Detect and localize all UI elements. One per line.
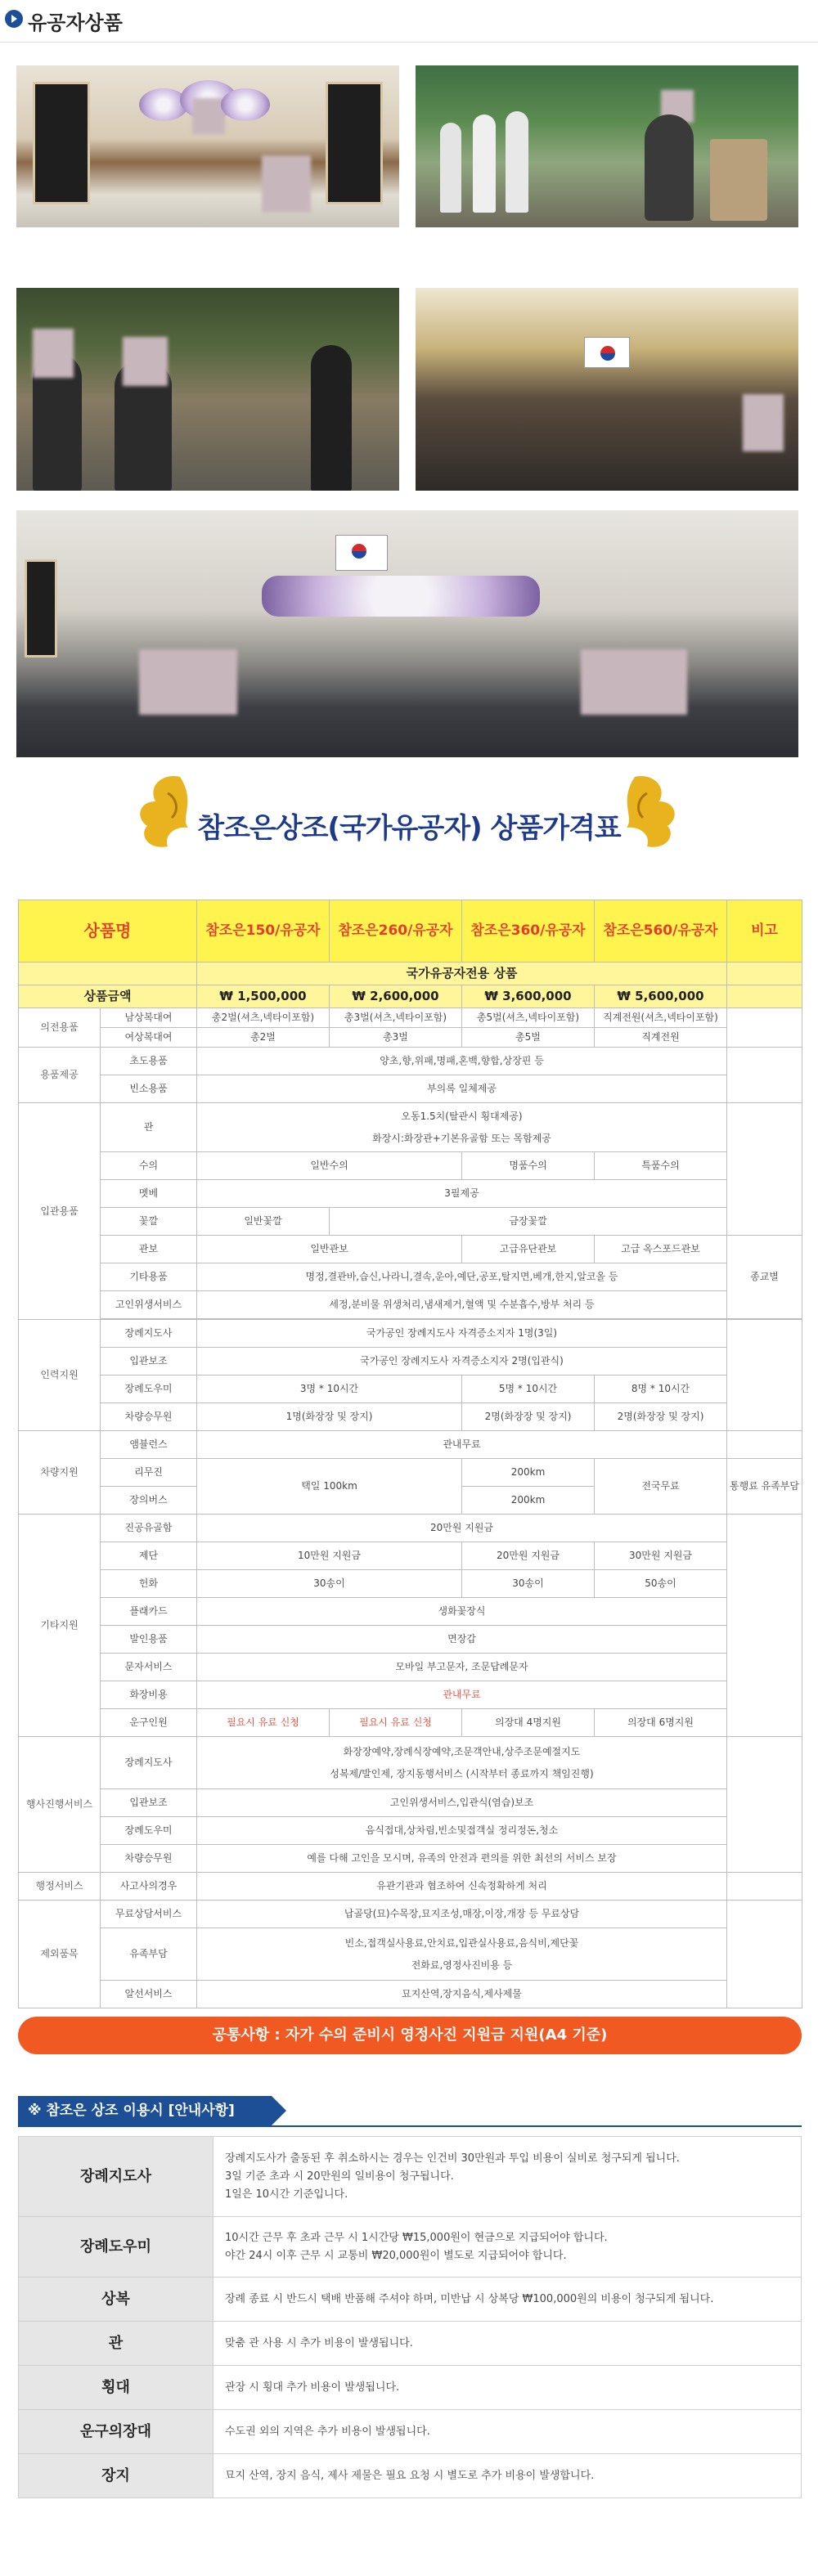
guide-value [213, 2322, 802, 2366]
row-value: 20만원 지원금 [197, 1515, 727, 1542]
category-cell: 차량지원 [19, 1431, 101, 1515]
category-cell: 용품제공 [19, 1048, 101, 1103]
table-subtitle: 국가유공자전용 상품 [197, 963, 727, 985]
guide-table [18, 2136, 802, 2498]
guide-value [213, 2137, 802, 2217]
row-value: 택일 100km [197, 1459, 462, 1515]
guide-key: 관 [19, 2322, 213, 2366]
row-value-line: 전화료,영정사진비용 등 [411, 1959, 513, 1971]
row-label: 꽃깔 [101, 1208, 197, 1236]
guide-key: 횡대 [19, 2366, 213, 2410]
row-value [197, 1737, 727, 1789]
photo-memorial-hall [416, 288, 798, 491]
guide-line: 10시간 근무 후 초과 근무 시 1시간당 ₩15,000원이 현금으로 지급되어야 합니다. [225, 2231, 608, 2244]
row-value: 총5벌 [462, 1028, 595, 1048]
blurred-face [123, 337, 168, 386]
note-empty [727, 1431, 802, 1459]
guide-divider [18, 2125, 802, 2127]
photo-ceremony-hall [16, 510, 798, 757]
guide-key: 장례도우미 [19, 2217, 213, 2278]
row-value: 3명 * 10시간 [197, 1376, 462, 1403]
row-label: 관 [101, 1103, 197, 1152]
amount-value: ₩ 3,600,000 [462, 985, 595, 1008]
note-empty [727, 1048, 802, 1103]
subtitle-empty [19, 963, 197, 985]
row-label: 장례지도사 [101, 1737, 197, 1789]
category-cell: 입관용품 [19, 1103, 101, 1320]
row-value: 부의록 일체제공 [197, 1075, 727, 1103]
category-cell: 의전용품 [19, 1008, 101, 1048]
guide-line: 장례지도사가 출동된 후 취소하시는 경우는 인건비 30만원과 투입 비용이 실비로 청구되게 됩니다. [225, 2152, 680, 2165]
play-circle-icon [5, 10, 23, 28]
row-value: 2명(화장장 및 장지) [462, 1403, 595, 1431]
row-value: 금장꽃깔 [330, 1208, 727, 1236]
header-note: 비고 [727, 900, 802, 963]
row-value: 생화꽃장식 [197, 1598, 727, 1626]
row-value: 고급 옥스포드관보 [595, 1236, 727, 1263]
row-value: 200km [462, 1459, 595, 1487]
guide-line: 1일은 10시간 기준입니다. [225, 2188, 348, 2201]
blurred-object [262, 155, 311, 213]
amount-label: 상품금액 [19, 985, 197, 1008]
honor-guard-person [473, 114, 496, 213]
memorial-banner [326, 82, 383, 204]
row-value: 의장대 6명지원 [595, 1709, 727, 1737]
row-label: 고인위생서비스 [101, 1291, 197, 1319]
header-product-name: 상품명 [19, 900, 197, 963]
memorial-banner [33, 82, 90, 204]
guide-line: 수도권 외의 지역은 추가 비용이 발생됩니다. [225, 2425, 430, 2438]
row-value: 묘지산역,장지음식,제사제물 [197, 1981, 727, 2008]
blurred-face [33, 329, 74, 378]
row-label: 장례도우미 [101, 1376, 197, 1403]
subtitle-empty [727, 963, 802, 985]
note-empty [727, 1737, 802, 1873]
row-value: 3필제공 [197, 1180, 727, 1208]
row-value: 의장대 4명지원 [462, 1709, 595, 1737]
note-empty [727, 1901, 802, 2008]
guide-line: 맞춤 관 사용 시 추가 비용이 발생됩니다. [225, 2336, 413, 2349]
row-value: 20만원 지원금 [462, 1542, 595, 1570]
row-label: 수의 [101, 1152, 197, 1180]
row-value: 명품수의 [462, 1152, 595, 1180]
row-value: 국가공인 장례지도사 자격증소지자 2명(입관식) [197, 1348, 727, 1376]
section-title: 유공자상품 [28, 11, 123, 34]
row-value: 필요시 유료 신청 [197, 1709, 330, 1737]
row-label: 알선서비스 [101, 1981, 197, 2008]
row-value: 세정,분비물 위생처리,냄새제거,혈액 및 수분흡수,방부 처리 등 [197, 1291, 727, 1319]
row-value-line: 화장시:화장관+기본유골함 또는 목함제공 [372, 1132, 551, 1144]
row-label: 여상복대여 [101, 1028, 197, 1048]
row-value: 50송이 [595, 1570, 727, 1598]
row-value: 면장갑 [197, 1626, 727, 1654]
row-label: 관보 [101, 1236, 197, 1263]
guide-line: 야간 24시 이후 근무 시 교통비 ₩20,000원이 별도로 지급되어야 합니다. [225, 2249, 567, 2262]
row-value: 특품수의 [595, 1152, 727, 1180]
row-label: 헌화 [101, 1570, 197, 1598]
guide-key: 상복 [19, 2278, 213, 2322]
row-value: 유관기관과 협조하여 신속정확하게 처리 [197, 1873, 727, 1901]
row-value: 1명(화장장 및 장지) [197, 1403, 462, 1431]
row-value-line: 오동1.5치(탈관시 횡대제공) [401, 1110, 523, 1122]
row-value: 고급유단관보 [462, 1236, 595, 1263]
honor-guard-person [440, 123, 461, 213]
row-value: 전국무료 [595, 1459, 727, 1515]
row-label: 문자서비스 [101, 1654, 197, 1681]
row-value: 직계전원 [595, 1028, 727, 1048]
row-value: 30만원 지원금 [595, 1542, 727, 1570]
note-empty [727, 1103, 802, 1236]
row-value-line: 빈소,접객실사용료,안치료,입관실사용료,음식비,제단꽃 [344, 1936, 579, 1949]
header-product: 참조은150/유공자 [197, 900, 330, 963]
row-label: 무료상담서비스 [101, 1901, 197, 1928]
row-label: 멧베 [101, 1180, 197, 1208]
row-value: 고인위생서비스,입관식(염습)보조 [197, 1789, 727, 1817]
row-value [197, 1928, 727, 1981]
row-label: 유족부담 [101, 1928, 197, 1981]
coffin [710, 139, 767, 221]
price-table [18, 900, 802, 2008]
row-label: 리무진 [101, 1459, 197, 1487]
row-value: 총2벌(셔츠,넥타이포함) [197, 1008, 330, 1028]
row-value-line: 성복제/발인제, 장지동행서비스 (시작부터 종료까지 책임진행) [330, 1767, 594, 1779]
row-value: 8명 * 10시간 [595, 1376, 727, 1403]
mourner-person [645, 114, 694, 221]
blurred-face [139, 649, 237, 715]
row-value: 2명(화장장 및 장지) [595, 1403, 727, 1431]
common-notice-bar: 공통사항 : 자가 수의 준비시 영정사진 지원금 지원(A4 기준) [18, 2017, 802, 2054]
row-value: 총3벌(셔츠,넥타이포함) [330, 1008, 462, 1028]
row-value: 납골당(묘)수목장,묘지조성,매장,이장,개장 등 무료상담 [197, 1901, 727, 1928]
row-value: 10만원 지원금 [197, 1542, 462, 1570]
row-label: 입관보조 [101, 1348, 197, 1376]
row-value: 음식접대,상차림,빈소및접객실 정리정돈,청소 [197, 1817, 727, 1845]
honor-guard-person [311, 345, 352, 491]
blurred-face [581, 649, 687, 715]
row-label: 운구인원 [101, 1709, 197, 1737]
row-label: 장례도우미 [101, 1817, 197, 1845]
row-value: 관내무료 [197, 1431, 727, 1459]
category-cell: 행정서비스 [19, 1873, 101, 1901]
honor-guard-person [506, 111, 528, 213]
category-cell: 행사진행서비스 [19, 1737, 101, 1873]
row-value: 예를 다해 고인을 모시며, 유족의 안전과 편의를 위한 최선의 서비스 보장 [197, 1845, 727, 1873]
memorial-banner [25, 559, 57, 657]
guide-value [213, 2366, 802, 2410]
row-value: 모바일 부고문자, 조문답례문자 [197, 1654, 727, 1681]
row-value: 일반수의 [197, 1152, 462, 1180]
row-value: 200km [462, 1487, 595, 1515]
guide-line: 장례 종료 시 반드시 택배 반품해 주셔야 하며, 미반납 시 상복당 ₩100,000원의 비용이 청구되게 됩니다. [225, 2292, 714, 2305]
header-product: 참조은560/유공자 [595, 900, 727, 963]
row-value: 직계전원(셔츠,넥타이포함) [595, 1008, 727, 1028]
row-value: 관내무료 [197, 1681, 727, 1709]
row-label: 앰뷸런스 [101, 1431, 197, 1459]
row-value: 30송이 [197, 1570, 462, 1598]
amount-value: ₩ 1,500,000 [197, 985, 330, 1008]
row-value: 총5벌(셔츠,넥타이포함) [462, 1008, 595, 1028]
page-title: 참조은상조(국가유공자) 상품가격표 [197, 812, 621, 845]
blurred-face [743, 394, 784, 451]
note-empty [727, 1515, 802, 1737]
row-label: 장례지도사 [101, 1320, 197, 1348]
korean-flag [584, 337, 630, 368]
row-label: 장의버스 [101, 1487, 197, 1515]
row-value: 양초,향,위패,명패,혼백,향합,상장핀 등 [197, 1048, 727, 1075]
photo-funeral-altar [16, 65, 399, 227]
photo-honor-guard [416, 65, 798, 227]
row-value: 총3벌 [330, 1028, 462, 1048]
row-label: 사고사의경우 [101, 1873, 197, 1901]
row-label: 제단 [101, 1542, 197, 1570]
row-value: 5명 * 10시간 [462, 1376, 595, 1403]
note-empty [727, 1008, 802, 1048]
row-value: 일반꽃깔 [197, 1208, 330, 1236]
row-label: 화장비용 [101, 1681, 197, 1709]
guide-line: 묘지 산역, 장지 음식, 제사 제물은 필요 요청 시 별도로 추가 비용이 발생합니다. [225, 2469, 595, 2482]
note-empty [727, 1320, 802, 1431]
row-note: 통행료 유족부담 [727, 1459, 802, 1515]
row-label: 빈소용품 [101, 1075, 197, 1103]
note-empty [727, 985, 802, 1008]
row-note: 종교별 [727, 1236, 802, 1319]
category-cell: 제외품목 [19, 1901, 101, 2008]
row-value: 명정,결관바,습신,나라니,결속,운아,예단,공포,탈지면,베개,한지,알코올 등 [197, 1263, 727, 1291]
row-label: 초도용품 [101, 1048, 197, 1075]
amount-value: ₩ 2,600,000 [330, 985, 462, 1008]
header-product: 참조은260/유공자 [330, 900, 462, 963]
row-value: 30송이 [462, 1570, 595, 1598]
flower-decoration [221, 88, 270, 121]
guide-key: 장지 [19, 2454, 213, 2498]
guide-line: 3일 기준 초과 시 20만원의 일비용이 청구됩니다. [225, 2170, 454, 2183]
row-label: 남상복대여 [101, 1008, 197, 1028]
row-label: 플래카드 [101, 1598, 197, 1626]
row-label: 진공유골함 [101, 1515, 197, 1542]
row-value [197, 1103, 727, 1152]
row-label: 차량승무원 [101, 1403, 197, 1431]
guide-value [213, 2454, 802, 2498]
amount-value: ₩ 5,600,000 [595, 985, 727, 1008]
guide-key: 운구의장대 [19, 2410, 213, 2454]
guide-value [213, 2410, 802, 2454]
row-value: 총2벌 [197, 1028, 330, 1048]
blurred-portrait [192, 98, 225, 134]
row-label: 입관보조 [101, 1789, 197, 1817]
note-empty [727, 1873, 802, 1901]
photo-burial [16, 288, 399, 491]
guide-key: 장례지도사 [19, 2137, 213, 2217]
guide-value [213, 2278, 802, 2322]
section-header [0, 0, 818, 43]
guide-value [213, 2217, 802, 2278]
row-label: 차량승무원 [101, 1845, 197, 1873]
row-label: 기타용품 [101, 1263, 197, 1291]
category-cell: 인력지원 [19, 1320, 101, 1431]
category-cell: 기타지원 [19, 1515, 101, 1737]
row-value: 국가공인 장례지도사 자격증소지자 1명(3일) [197, 1320, 727, 1348]
row-value-line: 화장장예약,장례식장예약,조문객안내,상주조문예절지도 [343, 1745, 581, 1757]
row-value: 필요시 유료 신청 [330, 1709, 462, 1737]
row-value: 일반관보 [197, 1236, 462, 1263]
guide-section-title: ※ 참조은 상조 이용시 [안내사항] [18, 2096, 272, 2125]
guide-line: 관장 시 횡대 추가 비용이 발생됩니다. [225, 2381, 400, 2394]
korean-flag [335, 535, 388, 571]
flower-altar [262, 576, 540, 617]
row-label: 발인용품 [101, 1626, 197, 1654]
header-product: 참조은360/유공자 [462, 900, 595, 963]
